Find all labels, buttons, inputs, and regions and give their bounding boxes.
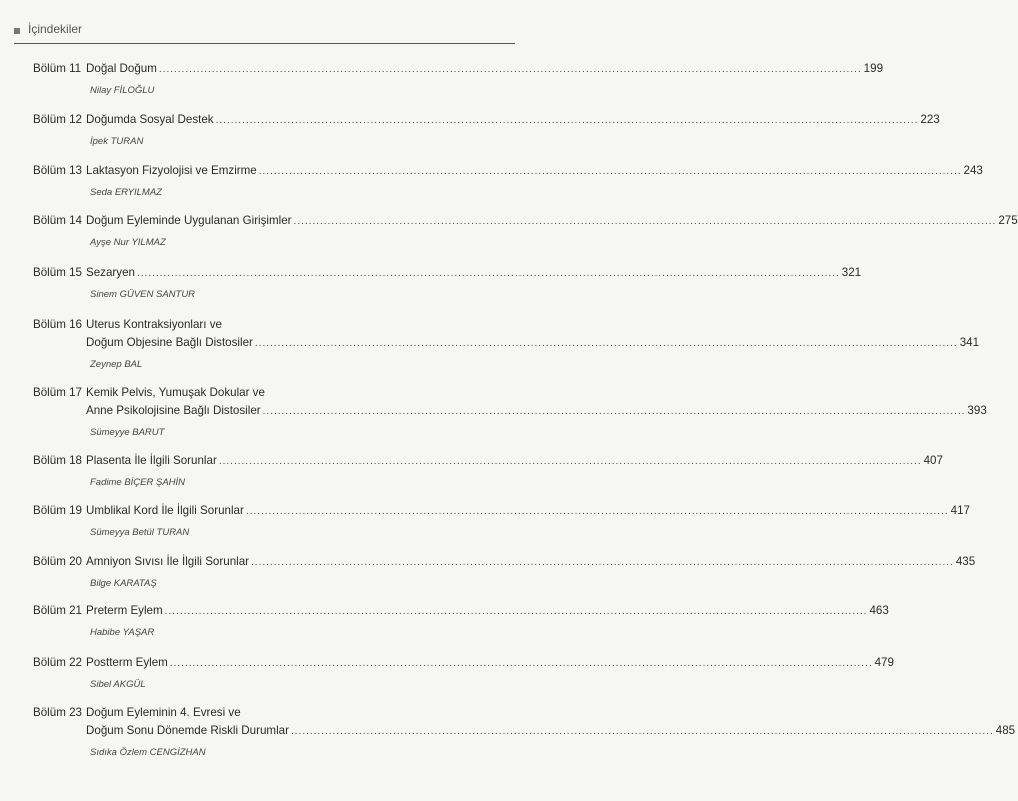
toc-entry[interactable] bbox=[33, 162, 983, 200]
toc-entry[interactable] bbox=[33, 60, 884, 98]
chapter-author: Sibel AKGÜL bbox=[90, 679, 146, 690]
dot-leader bbox=[165, 603, 868, 621]
page-number: 243 bbox=[963, 164, 983, 177]
chapter-title: Doğum Objesine Bağlı Distosiler bbox=[86, 336, 253, 349]
chapter-title: Uterus Kontraksiyonları ve bbox=[86, 318, 222, 331]
toc-entry[interactable] bbox=[33, 553, 976, 591]
dot-leader bbox=[263, 403, 966, 421]
header-bullet-icon bbox=[14, 28, 20, 34]
chapter-author: Sinem GÜVEN SANTUR bbox=[90, 289, 196, 300]
chapter-label: Bölüm 22 bbox=[33, 656, 82, 669]
chapter-title: Sezaryen bbox=[86, 266, 135, 279]
toc-entry[interactable] bbox=[33, 111, 940, 149]
dot-leader bbox=[216, 112, 919, 130]
chapter-title: Preterm Eylem bbox=[86, 604, 163, 617]
chapter-label: Bölüm 20 bbox=[33, 555, 82, 568]
chapter-author: Sümeyya Betül TURAN bbox=[90, 527, 190, 538]
chapter-label: Bölüm 13 bbox=[33, 164, 82, 177]
chapter-title: Doğum Eyleminin 4. Evresi ve bbox=[86, 706, 241, 719]
chapter-author: Zeynep BAL bbox=[90, 359, 143, 370]
chapter-author: İpek TURAN bbox=[90, 136, 144, 147]
chapter-label: Bölüm 17 bbox=[33, 386, 82, 399]
chapter-title: Anne Psikolojisine Bağlı Distosiler bbox=[86, 404, 261, 417]
toc-entry[interactable] bbox=[33, 654, 894, 692]
chapter-author: Nilay FİLOĞLU bbox=[90, 85, 155, 96]
chapter-author: Seda ERYILMAZ bbox=[90, 187, 162, 198]
toc-entry[interactable] bbox=[33, 602, 889, 640]
chapter-author: Sıdıka Özlem CENGİZHAN bbox=[90, 747, 206, 758]
page-number: 199 bbox=[863, 62, 884, 75]
page-number: 435 bbox=[955, 555, 976, 568]
toc-entry[interactable] bbox=[33, 264, 862, 302]
toc-entry[interactable] bbox=[33, 212, 1018, 250]
dot-leader bbox=[170, 655, 873, 673]
chapter-title: Umblikal Kord İle İlgili Sorunlar bbox=[86, 504, 244, 517]
dot-leader bbox=[291, 723, 994, 741]
toc-entry[interactable] bbox=[33, 384, 987, 440]
chapter-title: Laktasyon Fizyolojisi ve Emzirme bbox=[86, 164, 257, 177]
toc-entry[interactable] bbox=[33, 704, 1016, 760]
page-number: 223 bbox=[920, 113, 940, 126]
page-number: 407 bbox=[923, 454, 943, 467]
chapter-author: Fadime BİÇER ŞAHİN bbox=[90, 477, 186, 488]
dot-leader bbox=[137, 265, 840, 283]
dot-leader bbox=[259, 163, 962, 181]
page-number: 479 bbox=[874, 656, 894, 669]
dot-leader bbox=[246, 503, 949, 521]
chapter-title: Amniyon Sıvısı İle İlgili Sorunlar bbox=[86, 555, 250, 568]
chapter-title: Doğumda Sosyal Destek bbox=[86, 113, 214, 126]
dot-leader bbox=[294, 213, 997, 231]
page-title: İçindekiler bbox=[28, 22, 83, 36]
page-number: 463 bbox=[869, 604, 889, 617]
page-number: 417 bbox=[950, 504, 970, 517]
chapter-author: Sümeyye BARUT bbox=[90, 427, 165, 438]
chapter-label: Bölüm 21 bbox=[33, 604, 82, 617]
chapter-label: Bölüm 12 bbox=[33, 113, 82, 126]
toc-entry[interactable] bbox=[33, 316, 980, 372]
dot-leader bbox=[219, 453, 922, 471]
page-number: 393 bbox=[967, 404, 987, 417]
chapter-author: Ayşe Nur YILMAZ bbox=[90, 237, 166, 248]
dot-leader bbox=[255, 335, 958, 353]
chapter-label: Bölüm 14 bbox=[33, 214, 82, 227]
page-number: 341 bbox=[959, 336, 980, 349]
page-header bbox=[14, 22, 515, 42]
chapter-title: Kemik Pelvis, Yumuşak Dokular ve bbox=[86, 386, 265, 399]
chapter-title: Doğal Doğum bbox=[86, 62, 157, 75]
page-number: 275 bbox=[998, 214, 1018, 227]
chapter-author: Habibe YAŞAR bbox=[90, 627, 155, 638]
header-divider bbox=[14, 43, 515, 44]
toc-entry[interactable] bbox=[33, 502, 970, 540]
page-number: 485 bbox=[995, 724, 1016, 737]
chapter-title: Postterm Eylem bbox=[86, 656, 168, 669]
chapter-label: Bölüm 11 bbox=[33, 62, 82, 75]
chapter-title: Doğum Sonu Dönemde Riskli Durumlar bbox=[86, 724, 289, 737]
chapter-label: Bölüm 19 bbox=[33, 504, 82, 517]
chapter-author: Bilge KARATAŞ bbox=[90, 578, 157, 589]
dot-leader bbox=[159, 61, 862, 79]
dot-leader bbox=[251, 554, 954, 572]
chapter-label: Bölüm 23 bbox=[33, 706, 82, 719]
toc-entry[interactable] bbox=[33, 452, 943, 490]
page-number: 321 bbox=[841, 266, 862, 279]
chapter-label: Bölüm 16 bbox=[33, 318, 82, 331]
chapter-title: Doğum Eyleminde Uygulanan Girişimler bbox=[86, 214, 292, 227]
chapter-title: Plasenta İle İlgili Sorunlar bbox=[86, 454, 217, 467]
chapter-label: Bölüm 15 bbox=[33, 266, 82, 279]
chapter-label: Bölüm 18 bbox=[33, 454, 82, 467]
